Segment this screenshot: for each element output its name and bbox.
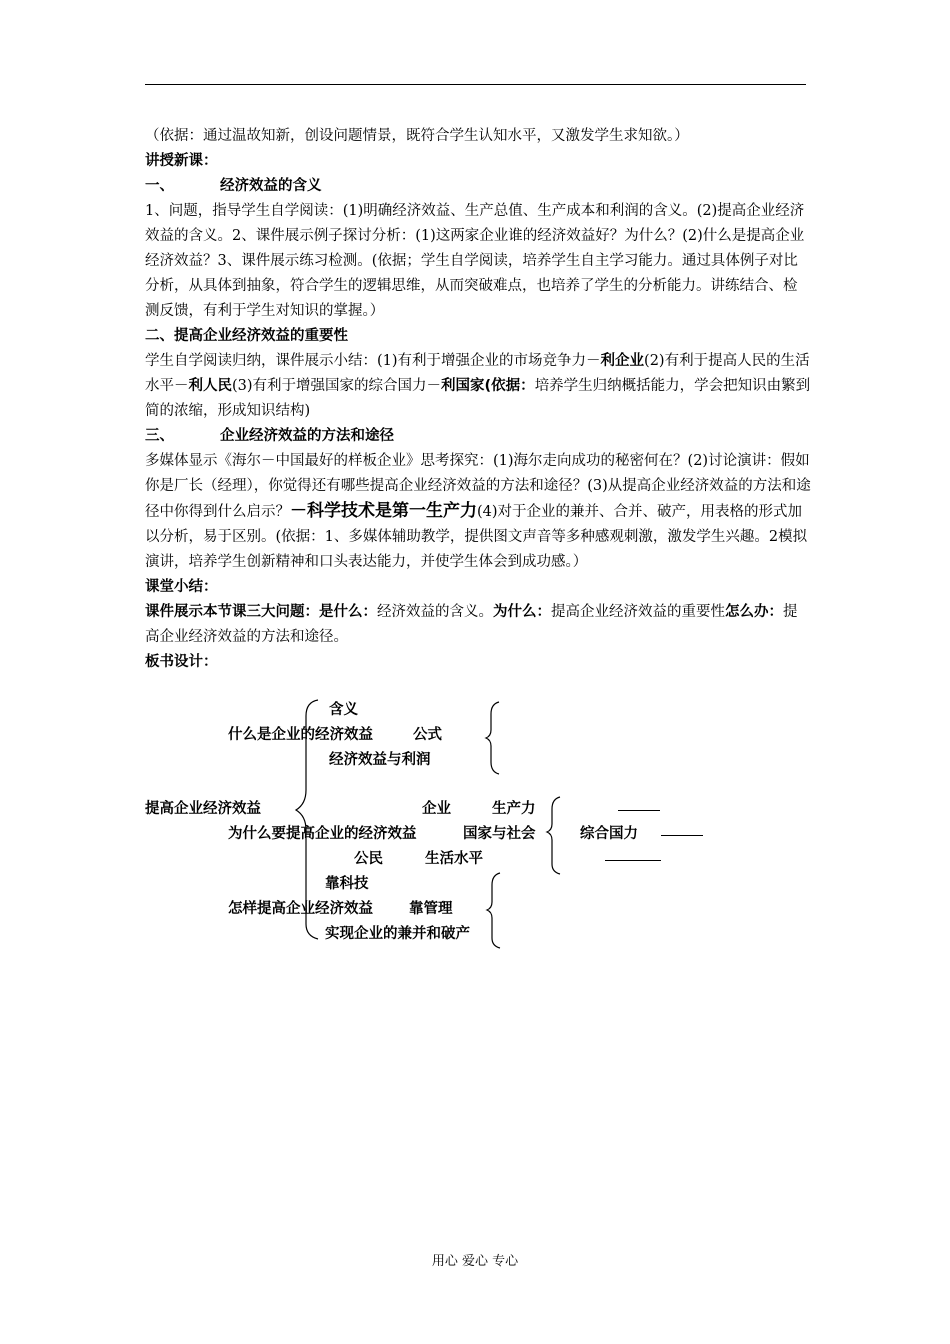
benefit-state: 利国家 — [441, 378, 485, 394]
section-1-number: 一、 — [145, 178, 174, 194]
why-production: 生产力 — [492, 801, 536, 817]
how-item-merger: 实现企业的兼并和破产 — [325, 926, 470, 942]
blank-line-3 — [605, 860, 661, 861]
section-2-body: 学生自学阅读归纳，课件展示小结：(1)有利于增强企业的市场竞争力－利企业(2)有利于提高人民的生活水平－利人民(3)有利于增强国家的综合国力－利国家(依据：培养学生归纳概括能力，学会把知识由繁到简的浓缩，形成知识结构) — [145, 353, 811, 419]
section-1-body: 1、问题，指导学生自学阅读：(1)明确经济效益、生产总值、生产成本和利润的含义。(2)提高企业经济效益的含义。2、课件展示例子探讨分析：(1)这两家企业谁的经济效益好？为什么？(2)什么是提高企业经济效益？3、课件展示练习检测。(依据；学生自学阅读，培养学生自主学习能力。通过具体例子对比分析，从具体到抽象，符合学生的逻辑思维，从而突破难点，也培养了学生的分析能力。讲练结合、检测反馈，有利于学生对知识的掌握。） — [145, 203, 805, 319]
why-citizen: 公民 — [354, 851, 383, 867]
what-item-profit: 经济效益与利润 — [329, 752, 431, 768]
board-root: 提高企业经济效益 — [145, 801, 261, 817]
summary-body: 课件展示本节课三大问题：是什么：经济效益的含义。为什么：提高企业经济效益的重要性怎么办：提高企业经济效益的方法和途径。 — [145, 604, 798, 645]
how-right-brace — [487, 873, 500, 948]
branch-how: 怎样提高企业经济效益 — [228, 901, 373, 917]
blank-line-1 — [618, 810, 660, 811]
heading-summary: 课堂小结： — [145, 579, 218, 595]
blank-line-2 — [661, 835, 703, 836]
heading-board-design: 板书设计： — [145, 654, 218, 670]
section-3-title: 企业经济效益的方法和途径 — [220, 428, 394, 444]
branch-what: 什么是企业的经济效益 — [228, 727, 373, 743]
benefit-people: 利人民 — [188, 378, 232, 394]
why-state: 国家与社会 — [463, 826, 536, 842]
heading-lecture: 讲授新课： — [145, 153, 218, 169]
section-3-body: 多媒体显示《海尔－中国最好的样板企业》思考探究：(1)海尔走向成功的秘密何在？(2)讨论演讲：假如你是厂长（经理），你觉得还有哪些提高企业经济效益的方法和途径？(3)从提高企业经济效益的方法和途径中你得到什么启示？－科学技术是第一生产力(4)对于企业的兼并、合并、破产，用表格的形式加以分析，易于区别。(依据：1、多媒体辅助教学，提供图文声音等多种感观刺激，激发学生兴趣。2模拟演讲，培养学生创新精神和口头表达能力，并使学生体会到成功感。） — [145, 453, 811, 570]
why-right-brace — [547, 797, 560, 874]
why-enterprise: 企业 — [422, 801, 451, 817]
why-living: 生活水平 — [425, 851, 483, 867]
branch-why: 为什么要提高企业的经济效益 — [228, 826, 417, 842]
what-right-brace — [486, 702, 499, 774]
section-3-number: 三、 — [145, 428, 174, 444]
how-item-tech: 靠科技 — [325, 876, 369, 892]
how-item-management: 靠管理 — [409, 901, 453, 917]
paragraph-basis: （依据：通过温故知新，创设问题情景，既符合学生认知水平，又激发学生求知欲。） — [145, 128, 689, 144]
section-1-title: 经济效益的含义 — [220, 178, 322, 194]
what-item-meaning: 含义 — [329, 702, 358, 718]
page-footer: 用心 爱心 专心 — [431, 1254, 519, 1269]
section-2-heading: 二、提高企业经济效益的重要性 — [145, 328, 348, 344]
key-insight: －科学技术是第一生产力 — [290, 501, 477, 521]
why-power: 综合国力 — [580, 826, 638, 842]
what-item-formula: 公式 — [413, 727, 442, 743]
benefit-enterprise: 利企业 — [600, 353, 645, 369]
